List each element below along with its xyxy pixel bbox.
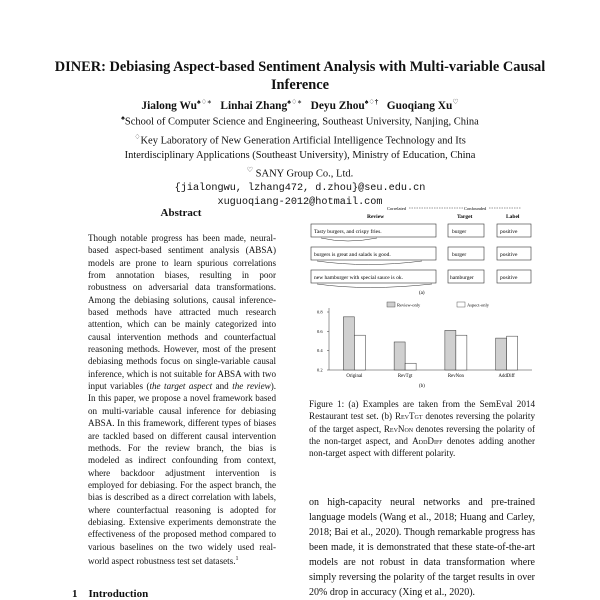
legend-aspect-label: Aspect-only — [467, 302, 489, 308]
abstract-italic-target: the target aspect — [149, 381, 213, 392]
label-text: positive — [500, 229, 518, 235]
bar-aspect-only-adddiff — [507, 336, 518, 370]
y-tick-label: 0.4 — [317, 348, 323, 354]
bar-chart — [317, 302, 532, 389]
paper-title: DINER: Debiasing Aspect-based Sentiment Analysis with Multi-variable Causal Inference — [54, 59, 546, 93]
row-arc — [321, 238, 377, 241]
correlated-label: Correlated — [387, 206, 406, 211]
col-label: Label — [506, 214, 520, 220]
figure-svg — [307, 204, 537, 390]
y-tick-label: 0.8 — [317, 309, 323, 315]
caption-text: denotes reversing the polarity of the non-target aspect, and — [309, 423, 536, 446]
caption-text: denotes adding another non-target aspect with different polarity. — [309, 435, 535, 459]
footnote-mark[interactable]: 1 — [235, 555, 239, 562]
abstract-and: and — [212, 381, 233, 392]
target-text: burger — [452, 252, 467, 258]
affiliation-text: School of Computer Science and Engineering, Southeast University, Nanjing, China — [124, 116, 479, 128]
row-arc — [317, 284, 432, 288]
affiliation-text: Key Laboratory of New Generation Artificial Intelligence Technology and Its — [140, 135, 466, 146]
target-text: burger — [452, 229, 467, 235]
col-target: Target — [457, 214, 473, 220]
affiliation-1 — [40, 111, 560, 130]
label-text: positive — [500, 252, 518, 258]
review-text: burgers is great and salads is good. — [314, 252, 391, 258]
affiliation-mark: ♢ — [134, 132, 141, 141]
abstract-text-2: ). In this paper, we propose a novel framework based on multi-variable causal inference for debiasing ABSA. In this framework, different types of biases are tackled based on different causal intervention methods. For the review branch, the bias is modeled as indirect confounding from context, where backdoor adjustment intervention is employed for debiasing. For the aspect branch, the bias is described as a direct correlation with labels, where counterfactual reasoning is adopted for debiasing. Extensive experiments demonstrate the effectiveness of the proposed method compared to various baselines on the two widely used real-world aspect robustness test set datasets. — [88, 381, 276, 566]
author-marks: ♠♢† — [364, 98, 379, 106]
abstract-heading: Abstract — [160, 207, 202, 219]
col-review: Review — [367, 214, 385, 220]
section-title: Introduction — [88, 588, 149, 600]
y-tick-label: 0.6 — [317, 328, 323, 334]
email-line-2[interactable]: xuguoqiang-2012@hotmail.com — [217, 196, 383, 208]
author-marks: ♡ — [452, 98, 459, 106]
author-marks: ♠♢∗ — [197, 98, 212, 106]
caption-adddiff: AddDiff — [412, 435, 443, 446]
bar-review-only-revnon — [445, 330, 456, 370]
row-arc — [317, 261, 422, 265]
caption-revtgt: RevTgt — [394, 411, 423, 422]
abstract-body — [88, 232, 276, 567]
caption-revnon: RevNon — [383, 423, 414, 434]
x-category-label: RevNon — [447, 374, 464, 379]
confounded-label: Confounded — [464, 206, 487, 211]
x-category-label: RevTgt — [397, 374, 413, 379]
author-name: Deyu Zhou — [310, 99, 365, 112]
affiliation-2-cont: Interdisciplinary Applications (Southeast University), Ministry of Education, China — [124, 150, 476, 161]
legend-review-label: Review-only — [397, 302, 421, 308]
y-tick-label: 0.2 — [317, 367, 323, 373]
review-text: Tasty burgers, and crispy fries. — [314, 229, 382, 235]
target-text: hamburger — [450, 275, 474, 281]
section-number: 1 — [72, 588, 78, 600]
bar-aspect-only-revnon — [456, 335, 467, 370]
review-text: new hamburger with special sauce is ok. — [314, 275, 403, 281]
author-name: Linhai Zhang — [220, 99, 288, 112]
figure-caption — [309, 398, 535, 459]
bar-aspect-only-original — [354, 335, 365, 370]
email-line-1[interactable]: {jialongwu, lzhang472, d.zhou}@seu.edu.cn — [174, 182, 426, 194]
intro-right-column: on high-capacity neural networks and pre-trained language models (Wang et al., 2018; Huang and Carley, 2018; Bai et al., 2020). Though remarkable progress has been made, it is demonstrated that these state-of-the-art models are not robust in data transformation where simply reversing the polarity of the target results in over 20% drop in accuracy (Xing et al., 2020). — [309, 497, 535, 598]
abstract-text-1: Though notable progress has been made, neural-based aspect-based sentiment analysis (ABSA) models are prone to learn spurious correlations from annotation biases, resulting in poor robustness on adversarial data transformations. Among the debiasing solutions, causal inference-based methods have attracted much research attention, which can be mainly categorized into causal intervention methods and counterfactual reasoning methods. However, most of the present debiasing methods focus on single-variable causal inference, which is not suitable for ABSA with two input variables ( — [88, 233, 276, 392]
panel-b-label: (b) — [419, 384, 425, 389]
bar-review-only-revtgt — [394, 342, 405, 370]
x-category-label: Original — [346, 374, 363, 379]
panel-a-label: (a) — [419, 291, 425, 296]
affiliation-mark: ♠ — [121, 114, 125, 122]
legend-swatch-aspect — [457, 302, 465, 307]
abstract-italic-review: the review — [232, 381, 271, 392]
affiliation-2 — [40, 130, 560, 149]
author-marks: ♠♢∗ — [287, 98, 303, 106]
affiliations — [40, 111, 560, 210]
bar-review-only-original — [343, 317, 354, 370]
figure-1 — [307, 204, 537, 390]
x-category-label: AddDiff — [498, 374, 515, 379]
affiliation-text: SANY Group Co., Ltd. — [253, 168, 354, 180]
affiliation-3 — [40, 163, 560, 182]
author-name: Jialong Wu — [141, 99, 198, 112]
section-heading — [72, 588, 148, 600]
label-text: positive — [500, 275, 518, 281]
caption-text: denotes reversing the polarity of the target aspect, — [309, 411, 536, 434]
author-name: Guoqiang Xu — [386, 99, 453, 112]
bar-review-only-adddiff — [496, 338, 507, 370]
legend-swatch-review — [387, 302, 395, 307]
bar-aspect-only-revtgt — [405, 363, 416, 370]
affiliation-mark: ♡ — [246, 166, 254, 174]
caption-text: Figure 1: (a) Examples are taken from the SemEval 2014 Restaurant test set. (b) — [309, 399, 535, 422]
